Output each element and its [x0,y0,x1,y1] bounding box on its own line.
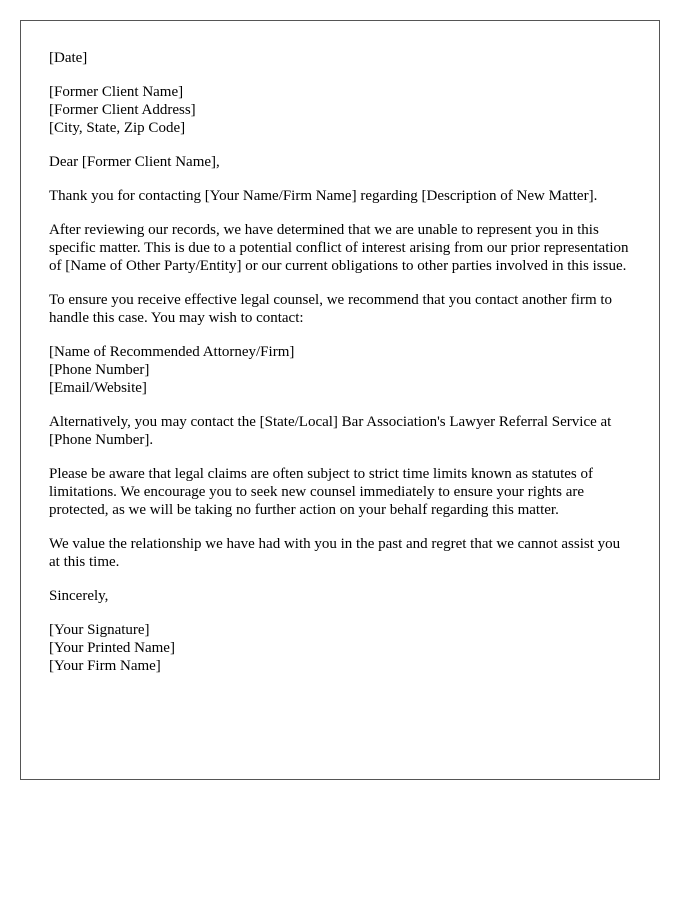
date-text: [Date] [49,50,88,66]
printed-name: [Your Printed Name] [49,640,175,656]
referral-name: [Name of Recommended Attorney/Firm] [49,344,295,360]
paragraph-bar-association: Alternatively, you may contact the [State/Local] Bar Association's Lawyer Referral Service at [Phone Number]. [49,414,612,448]
signature-line: [Your Signature] [49,622,150,638]
referral-email: [Email/Website] [49,380,147,396]
paragraph-intro: Thank you for contacting [Your Name/Firm Name] regarding [Description of New Matter]. [49,188,598,204]
paragraph-time-limits: Please be aware that legal claims are often subject to strict time limits known as statutes of limitations. We encourage you to seek new counsel immediately to ensure your rights are protected, as we will be taking no further action on your behalf regarding this matter. [49,466,594,518]
salutation: Dear [Former Client Name], [49,154,220,170]
paragraph-conflict: After reviewing our records, we have determined that we are unable to represent you in this specific matter. This is due to a potential conflict of interest arising from our prior representation of [Name of Other Party/Entity] or our current obligations to other parties involved in this issue. [49,222,629,274]
closing: Sincerely, [49,588,109,604]
referral-block [49,343,631,397]
referral-phone: [Phone Number] [49,362,150,378]
recipient-address: [Former Client Address] [49,102,196,118]
paragraph-closing-note: We value the relationship we have had with you in the past and regret that we cannot assist you at this time. [49,536,621,570]
letter-date [49,49,631,67]
recipient-address-block [49,83,631,137]
letter-page [20,20,660,780]
firm-name: [Your Firm Name] [49,658,161,674]
recipient-city-state-zip: [City, State, Zip Code] [49,120,186,136]
paragraph-recommend: To ensure you receive effective legal counsel, we recommend that you contact another firm to handle this case. You may wish to contact: [49,292,613,326]
signature-block [49,621,631,675]
recipient-name: [Former Client Name] [49,84,184,100]
